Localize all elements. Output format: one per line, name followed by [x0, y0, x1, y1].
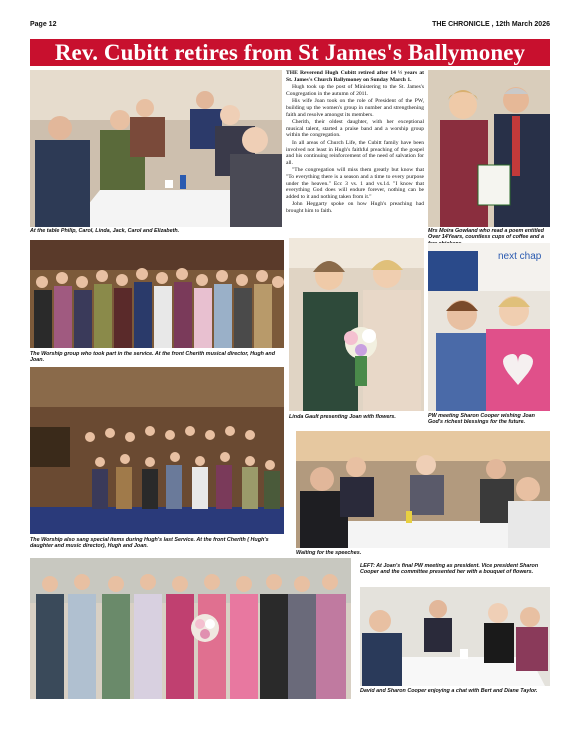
photo-chat	[360, 587, 550, 686]
article-lead: THE Reverend Hugh Cubitt retired after 14 ½ years at St. James's Church Ballymoney on Sunday March 1.	[286, 70, 424, 83]
photo-wishing	[428, 243, 550, 411]
caption-singers: The Worship also sang special items during Hugh's last Service. At the front Cherith ( Hugh's daughter and music director), Hugh and Joan.	[30, 537, 269, 550]
caption-chat: David and Sharon Cooper enjoying a chat with Bert and Diane Taylor.	[360, 688, 538, 694]
photo-waiting	[296, 431, 550, 548]
article-paragraph: Hugh took up the post of Ministering to the St. James's Congregation in the autumn of 2011.	[286, 84, 424, 97]
headline-banner: Rev. Cubitt retires from St James's Ballymoney	[30, 39, 550, 66]
photo-table	[30, 70, 282, 227]
photo-pw-group	[30, 558, 351, 699]
article-paragraph: Cherith, their oldest daughter, with her exceptional musical talent, started a praise band and a worship group within the congregation.	[286, 119, 424, 139]
caption-flowers: Linda Gault presenting Joan with flowers.	[289, 414, 396, 420]
article-paragraph: "The congregation will miss them greatly but know that "To everything there is a season and a time to every purpose under the heaven." Ecc 3 vs. 1 and vs.14. "I know that everything God does will endure forever, nothing can be added to it and nothing taken from it."	[286, 167, 424, 200]
caption-waiting: Waiting for the speeches.	[296, 550, 362, 556]
photo-flowers	[289, 238, 424, 411]
caption-poem: Mrs Moira Gowland who read a poem entitled Over 14Years, countless cups of coffee and a	[428, 228, 544, 241]
article-paragraph: His wife Joan took on the role of President of the PW, building up the women's group in number and strengthening faith and resolve amongst its members.	[286, 98, 424, 118]
caption-pw: LEFT: At Joan's final PW meeting as president. Vice president Sharon Cooper and the committee presented her with a bouquet of flowers.	[360, 563, 539, 576]
sign-text: next chap	[498, 251, 542, 262]
article-paragraph: In all areas of Church Life, the Cubitt family have been involved not least in Hugh's faithful preaching of the gospel and his continuing reinforcement of the need of salvation for all.	[286, 139, 424, 166]
masthead-date: THE CHRONICLE , 12th March 2026	[432, 21, 550, 28]
caption-worship: The Worship group who took part in the service. At the front Cherith musical director, Hugh and Joan.	[30, 351, 275, 364]
caption-table: At the table Philip, Carol, Linda, Jack, Carol and Elizabeth.	[30, 228, 180, 234]
photo-worship-group	[30, 240, 284, 348]
caption-wishing: PW meeting Sharon Cooper wishing Joan God's richest blessings for the future.	[428, 413, 535, 426]
photo-singers	[30, 367, 284, 534]
article-body	[286, 70, 424, 215]
page-number: Page 12	[30, 21, 57, 28]
article-paragraph: John Heggarty spoke on how Hugh's preaching had brought him to faith.	[286, 201, 424, 214]
photo-poem-reading	[428, 70, 550, 227]
